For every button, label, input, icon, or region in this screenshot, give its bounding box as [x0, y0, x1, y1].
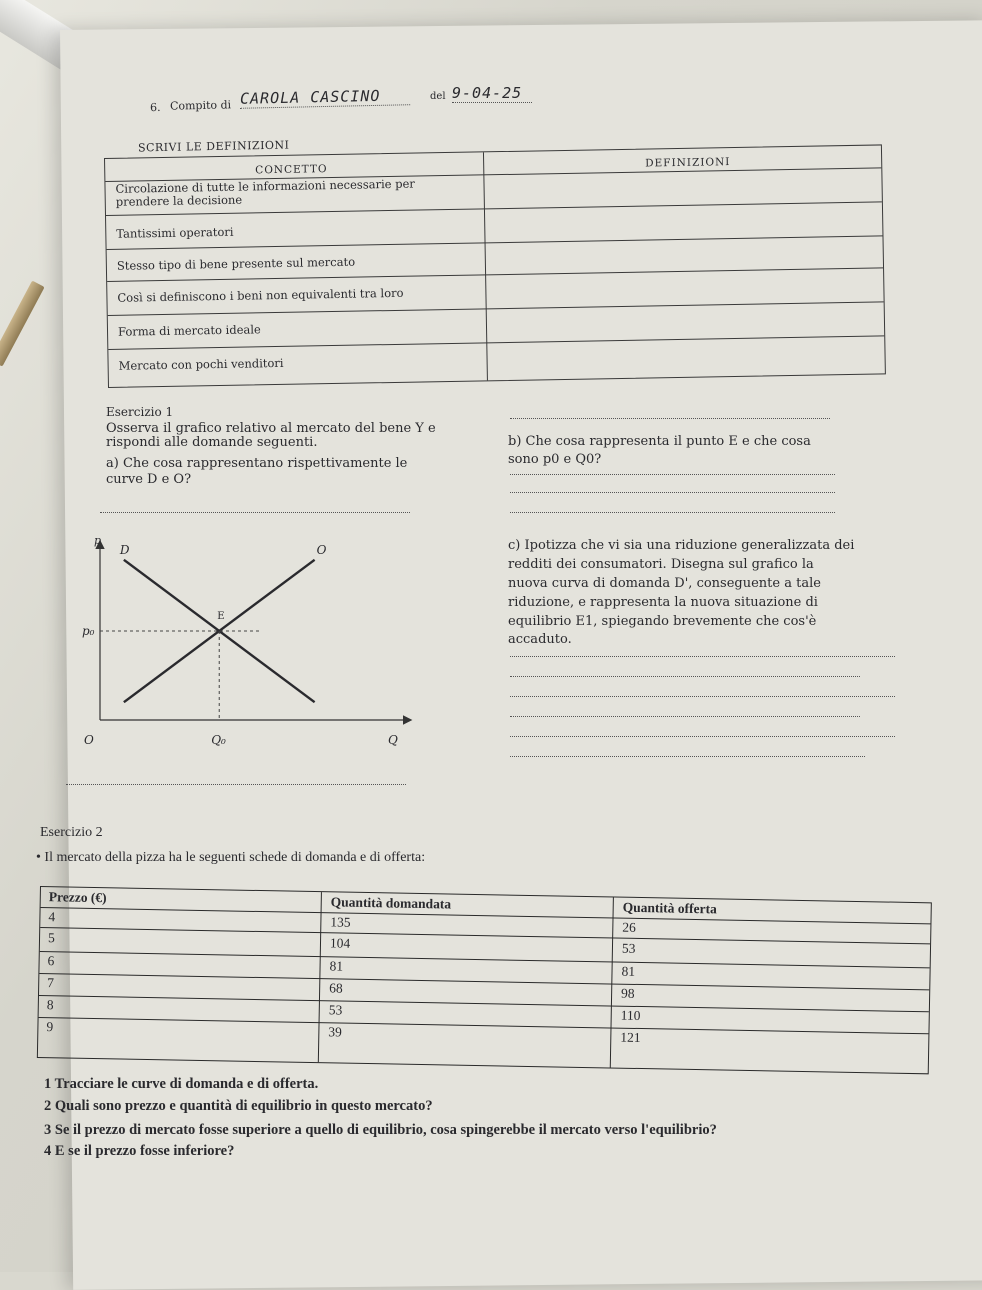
- table-cell: 121: [620, 1029, 641, 1046]
- table-cell: 135: [330, 914, 351, 930]
- col-definition-header: DEFINIZIONI: [645, 156, 731, 170]
- answer-c-line-1[interactable]: [510, 656, 895, 657]
- question-b-line1: b) Che cosa rappresenta il punto E e che cosa: [508, 434, 811, 449]
- table-cell: 53: [328, 1002, 343, 1018]
- header-price: Prezzo (€): [48, 889, 107, 906]
- concept-row-4: Così si definiscono i beni non equivalenti tra loro: [117, 285, 404, 305]
- header-demand: Quantità domandata: [330, 894, 452, 912]
- student-name-field[interactable]: CAROLA CASCINO: [240, 86, 410, 109]
- answer-a-line[interactable]: [100, 512, 410, 513]
- table-cell: 53: [621, 940, 636, 956]
- table-cell: 104: [329, 935, 351, 951]
- curve-label-d: D: [119, 542, 130, 557]
- table-cell: 26: [622, 919, 636, 935]
- worksheet-label: Compito di: [169, 98, 232, 113]
- question-a-line1: a) Che cosa rappresentano rispettivamente le: [106, 456, 408, 471]
- question-2: 2 Quali sono prezzo e quantità di equilibrio in questo mercato?: [44, 1098, 433, 1114]
- answer-b-line-0[interactable]: [510, 418, 830, 419]
- answer-c-line-3[interactable]: [510, 696, 895, 697]
- question-c-line4: riduzione, e rappresenta la nuova situazione di: [508, 595, 818, 610]
- exercise2-intro: • Il mercato della pizza ha le seguenti schede di domanda e di offerta:: [36, 850, 426, 865]
- definitions-title: SCRIVI LE DEFINIZIONI: [137, 138, 290, 155]
- table-cell: 98: [620, 985, 635, 1001]
- answer-c-line-6[interactable]: [510, 756, 865, 757]
- y-axis-label: p: [94, 534, 102, 547]
- exercise1-intro-1: Osserva il grafico relativo al mercato del bene Y e: [106, 421, 436, 436]
- table-row: 5: [47, 930, 55, 946]
- answer-b-line-2[interactable]: [510, 492, 835, 493]
- table-row: 9: [46, 1019, 54, 1035]
- exercise1-title: Esercizio 1: [106, 405, 174, 419]
- table-cell: 39: [328, 1024, 343, 1040]
- answer-b-line-1[interactable]: [510, 474, 835, 475]
- definitions-table: [104, 144, 886, 388]
- quantity-label: Q₀: [211, 733, 226, 747]
- table-cell: 110: [620, 1007, 641, 1024]
- table-row: 8: [46, 997, 54, 1013]
- concept-row-3: Stesso tipo di bene presente sul mercato: [116, 254, 356, 273]
- curve-label-o: O: [316, 542, 327, 557]
- question-b-line2: sono p0 e Q0?: [508, 452, 602, 467]
- table-cell: 81: [329, 958, 344, 974]
- exercise2-title: Esercizio 2: [40, 825, 103, 840]
- question-1: 1 Tracciare le curve di domanda e di offerta.: [44, 1076, 319, 1092]
- answer-c-line-5[interactable]: [510, 736, 895, 737]
- concept-row-6: Mercato con pochi venditori: [118, 355, 284, 373]
- concept-row-5: Forma di mercato ideale: [117, 322, 261, 339]
- question-3: 3 Se il prezzo di mercato fosse superiore a quello di equilibrio, cosa spingerebbe il mercato verso l'equilibrio?: [44, 1122, 717, 1138]
- date-field[interactable]: 9-04-25: [452, 84, 532, 103]
- answer-b-line-3[interactable]: [510, 512, 835, 513]
- market-chart: [70, 530, 420, 770]
- concept-row-1: Circolazione di tutte le informazioni necessarie per prendere la decisione: [115, 176, 415, 209]
- equilibrium-label: E: [217, 611, 225, 622]
- question-c-line5: equilibrio E1, spiegando brevemente che cos'è: [508, 614, 817, 629]
- table-row: 4: [48, 909, 56, 925]
- table-cell: 68: [329, 980, 343, 996]
- col-concept-header: CONCETTO: [255, 163, 328, 177]
- answer-c-line-4[interactable]: [510, 716, 860, 717]
- concept-row-2: Tantissimi operatori: [116, 224, 234, 241]
- question-c-line6: accaduto.: [508, 632, 572, 647]
- origin-label: O: [84, 733, 94, 747]
- header-supply: Quantità offerta: [622, 899, 717, 917]
- table-cell: 81: [621, 963, 636, 979]
- chart-bottom-line: [66, 784, 406, 785]
- question-c-line1: c) Ipotizza che vi sia una riduzione generalizzata dei: [508, 538, 855, 553]
- answer-c-line-2[interactable]: [510, 676, 860, 677]
- question-c-line3: nuova curva di domanda D', conseguente a tale: [508, 576, 821, 591]
- price-label: p₀: [82, 624, 95, 638]
- x-axis-label: Q: [388, 733, 398, 747]
- table-row: 7: [47, 975, 55, 991]
- date-label: del: [430, 91, 446, 102]
- question-c-line2: redditi dei consumatori. Disegna sul grafico la: [508, 557, 814, 572]
- question-a-line2: curve D e O?: [106, 472, 192, 487]
- question-4: 4 E se il prezzo fosse inferiore?: [44, 1143, 235, 1159]
- worksheet-number: 6.: [149, 100, 161, 115]
- pizza-market-table: [37, 886, 932, 1074]
- table-row: 6: [47, 953, 55, 969]
- exercise1-intro-2: rispondi alle domande seguenti.: [106, 435, 318, 450]
